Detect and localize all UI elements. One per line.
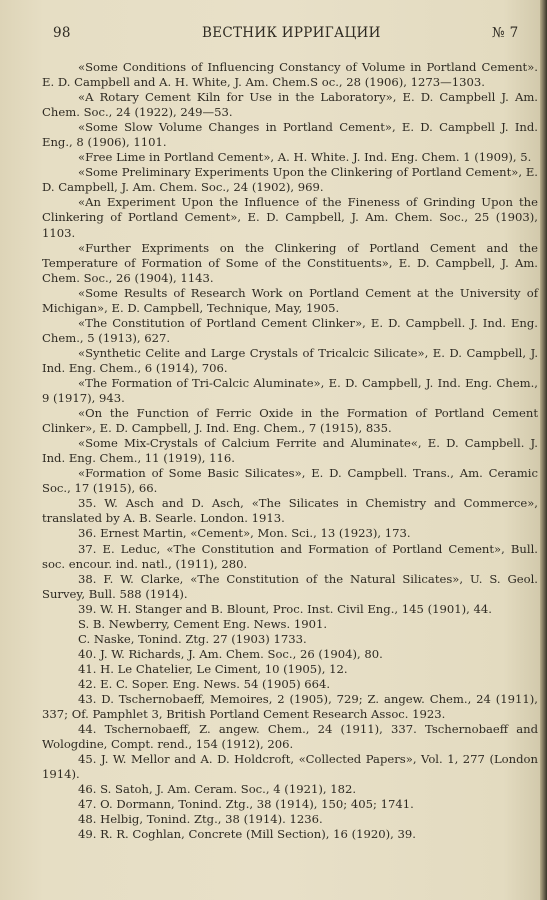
reference-entry: «Synthetic Celite and Large Crystals of Tricalcic Silicate», E. D. Campbell, J. Ind. Eng. Chem., 6 (1914), 706.	[42, 345, 538, 375]
reference-entry: 44. Tschernobaeff, Z. angew. Chem., 24 (1911), 337. Tschernobaeff and Wologdine, Compt. rend., 154 (1912), 206.	[42, 722, 538, 752]
page-edge-shadow	[540, 0, 547, 900]
reference-entry: «Some Conditions of Influencing Constancy of Volume in Portland Cement». E. D. Campbell and A. H. White, J. Am. Chem.S oc., 28 (1906), 1273—1303.	[42, 60, 538, 90]
reference-entry: «Some Preliminary Experiments Upon the Clinkering of Portland Cement», E. D. Campbell, J. Am. Chem. Soc., 24 (1902), 969.	[42, 165, 538, 195]
reference-entry: «Some Mix-Crystals of Calcium Ferrite and Aluminate«, E. D. Campbell. J. Ind. Eng. Chem., 11 (1919), 116.	[42, 436, 538, 466]
reference-entry: «Some Slow Volume Changes in Portland Cement», E. D. Campbell J. Ind. Eng., 8 (1906), 1101.	[42, 120, 538, 150]
reference-entry: «The Formation of Tri-Calcic Aluminate», E. D. Campbell, J. Ind. Eng. Chem., 9 (1917), 943.	[42, 375, 538, 406]
reference-entry: «On the Function of Ferric Oxide in the Formation of Portland Cement Clinker», E. D. Campbell, J. Ind. Eng. Chem., 7 (1915), 835.	[42, 406, 538, 436]
reference-entry: 39. W. H. Stanger and B. Blount, Proc. Inst. Civil Eng., 145 (1901), 44.	[78, 601, 492, 616]
reference-entry: 36. Ernest Martin, «Cement», Mon. Sci., 13 (1923), 173.	[78, 526, 411, 541]
reference-entry: 45. J. W. Mellor and A. D. Holdcroft, «Collected Papers», Vol. 1, 277 (London 1914).	[42, 752, 538, 782]
reference-entry: S. B. Newberry, Cement Eng. News. 1901.	[78, 616, 328, 631]
reference-list	[42, 60, 538, 842]
journal-title: ВЕСТНИК ИРРИГАЦИИ	[202, 25, 381, 41]
reference-entry: 38. F. W. Clarke, «The Constitution of the Natural Silicates», U. S. Geol. Survey, Bull. 588 (1914).	[42, 571, 538, 601]
reference-entry: 37. E. Leduc, «The Constitution and Formation of Portland Cement», Bull. soc. encour. ind. natl., (1911), 280.	[42, 541, 538, 571]
reference-entry: «Formation of Some Basic Silicates», E. D. Campbell. Trans., Am. Ceramic Soc., 17 (1915), 66.	[42, 466, 538, 496]
reference-entry: «Some Results of Research Work on Portland Cement at the University of Michigan», E. D. Campbell, Technique, May, 1905.	[42, 285, 538, 315]
reference-entry: 46. S. Satoh, J. Am. Ceram. Soc., 4 (1921), 182.	[78, 782, 357, 797]
reference-entry: «Further Expriments on the Clinkering of Portland Cement and the Temperature of Formation of Some of the Constituents», E. D. Campbell, J. Am. Chem. Soc., 26 (1904), 1143.	[42, 240, 538, 285]
page-number: 98	[53, 25, 71, 41]
reference-entry: «A Rotary Cement Kiln for Use in the Laboratory», E. D. Campbell J. Am. Chem. Soc., 24 (1922), 249—53.	[42, 90, 538, 120]
reference-entry: 41. H. Le Chatelier, Le Ciment, 10 (1905), 12.	[78, 661, 348, 676]
reference-entry: «The Constitution of Portland Cement Clinker», E. D. Campbell. J. Ind. Eng. Chem., 5 (1913), 627.	[42, 315, 538, 345]
reference-entry: 40. J. W. Richards, J. Am. Chem. Soc., 26 (1904), 80.	[78, 646, 383, 661]
reference-entry: «Free Lime in Portland Cement», A. H. White. J. Ind. Eng. Chem. 1 (1909), 5.	[78, 150, 532, 165]
reference-entry: «An Experiment Upon the Influence of the Fineness of Grinding Upon the Clinkering of Portland Cement», E. D. Campbell, J. Am. Chem. Soc., 25 (1903), 1103.	[42, 195, 538, 240]
reference-entry: 48. Helbig, Tonind. Ztg., 38 (1914). 1236.	[78, 812, 323, 827]
reference-entry: 43. D. Tschernobaeff, Memoires, 2 (1905), 729; Z. angew. Chem., 24 (1911), 337; Of. Pamphlet 3, British Portland Cement Research Assoc. 1923.	[42, 691, 538, 722]
reference-entry: 42. E. C. Soper. Eng. News. 54 (1905) 664.	[78, 676, 331, 691]
reference-entry: 35. W. Asch and D. Asch, «The Silicates in Chemistry and Commerce», translated by A. B. Searle. London. 1913.	[42, 496, 538, 526]
reference-entry: 49. R. R. Coghlan, Concrete (Mill Section), 16 (1920), 39.	[78, 827, 416, 842]
page-header	[0, 25, 547, 45]
issue-number: № 7	[492, 25, 519, 41]
reference-entry: C. Naske, Tonind. Ztg. 27 (1903) 1733.	[78, 631, 307, 646]
reference-entry: 47. O. Dormann, Tonind. Ztg., 38 (1914), 150; 405; 1741.	[78, 797, 414, 812]
